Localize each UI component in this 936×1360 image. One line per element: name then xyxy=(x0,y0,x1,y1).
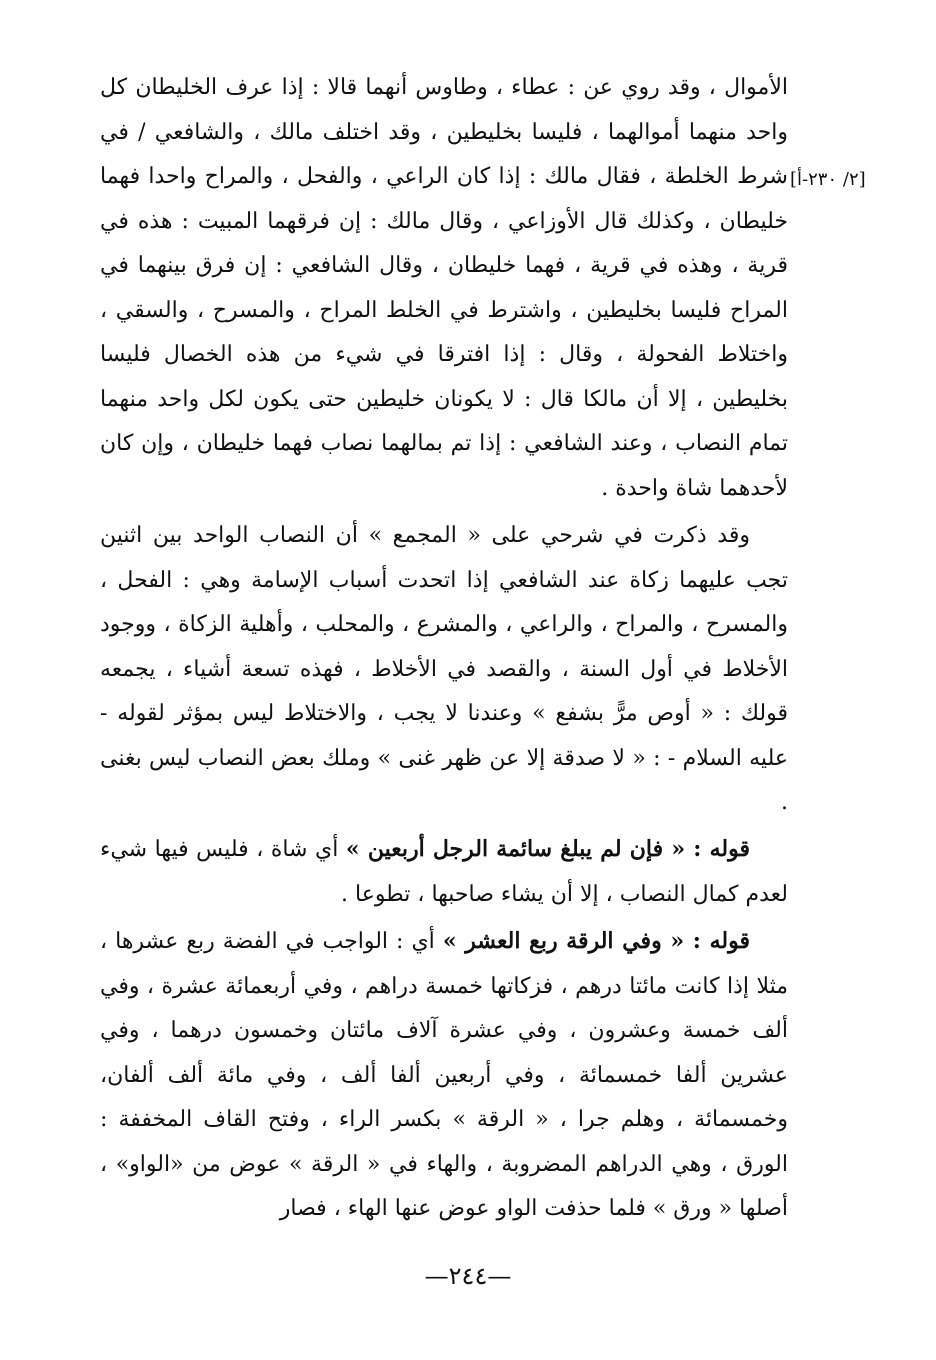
paragraph-text: وقد ذكرت في شرحي على « المجمع » أن النصاب الواحد بين اثنين تجب عليهما زكاة عند الشافعي إذا اتحدت أسباب الإسامة وهي : الفحل ، والمسرح ، والمراح ، والراعي ، والمشرع ، والمحلب ، وأهلية الزكاة ، ووجود الأخلاط في أول السنة ، والقصد في الأخلاط ، فهذه تسعة أشياء ، يجمعه قولك : « أوص مرًّ بشفع » وعندنا لا يجب ، والاختلاط ليس بمؤثر لقوله - عليه السلام - : « لا صدقة إلا عن ظهر غنى » وملك بعض النصاب ليس بغنى . xyxy=(100,523,788,815)
commentary-text: أي : الواجب في الفضة ربع عشرها ، مثلا إذا كانت مائتا درهم ، فزكاتها خمسة دراهم ، وفي أربعمائة عشرة ، وفي ألف خمسة وعشرون ، وفي عشرة آلاف مائتان وخمسون درهما ، وفي عشرين ألفا خمسمائة ، وفي أربعين ألفا ألف ، وفي مائة ألف ألفان، وخمسمائة ، وهلم جرا ، « الرقة » بكسر الراء ، وفتح القاف المخففة : الورق ، وهي الدراهم المضروبة ، والهاء في « الرقة » عوض من «الواو» ، أصلها « ورق » فلما حذفت الواو عوض عنها الهاء ، فصار xyxy=(100,929,788,1221)
paragraph-text: الأموال ، وقد روي عن : عطاء ، وطاوس أنهما قالا : إذا عرف الخليطان كل واحد منهما أموالهما ، فليسا بخليطين ، وقد اختلف مالك ، والشافعي / في شرط الخلطة ، فقال مالك : إذا كان الراعي ، والفحل ، والمراح واحدا فهما خليطان ، وكذلك قال الأوزاعي ، وقال مالك : إن فرقهما المبيت : هذه في قرية ، وهذه في قرية ، فهما خليطان ، وقال الشافعي : إن فرق بينهما في المراح فليسا بخليطين ، واشترط في الخلط المراح ، والمسرح ، والسقي ، واختلاط الفحولة ، وقال : إذا افترقا في شيء من هذه الخصال فليسا بخليطين ، إلا أن مالكا قال : لا يكونان خليطين حتى يكون لكل واحد منهما تمام النصاب ، وعند الشافعي : إذا تم بمالهما نصاب فهما خليطان ، وإن كان لأحدهما شاة واحدة . xyxy=(100,75,788,501)
paragraph-khulta-conditions xyxy=(100,66,788,511)
margin-folio-reference: [٢/ ٢٣٠-أ] xyxy=(790,169,866,190)
quoted-matn-phrase: قوله : « وفي الرقة ربع العشر » xyxy=(442,928,750,954)
quoted-matn-phrase: قوله : « فإن لم يبلغ سائمة الرجل أربعين » xyxy=(345,836,750,862)
page-number: —٢٤٤— xyxy=(424,1262,512,1290)
paragraph-riqa-rub-ushr xyxy=(100,919,788,1232)
commentary-text: أي شاة ، فليس فيها شيء لعدم كمال النصاب ، إلا أن يشاء صاحبها ، تطوعا . xyxy=(100,837,788,907)
paragraph-sharh-majma xyxy=(100,514,788,826)
paragraph-text xyxy=(100,827,788,917)
paragraph-text xyxy=(100,919,788,1232)
paragraph-saima-arbain xyxy=(100,827,788,917)
